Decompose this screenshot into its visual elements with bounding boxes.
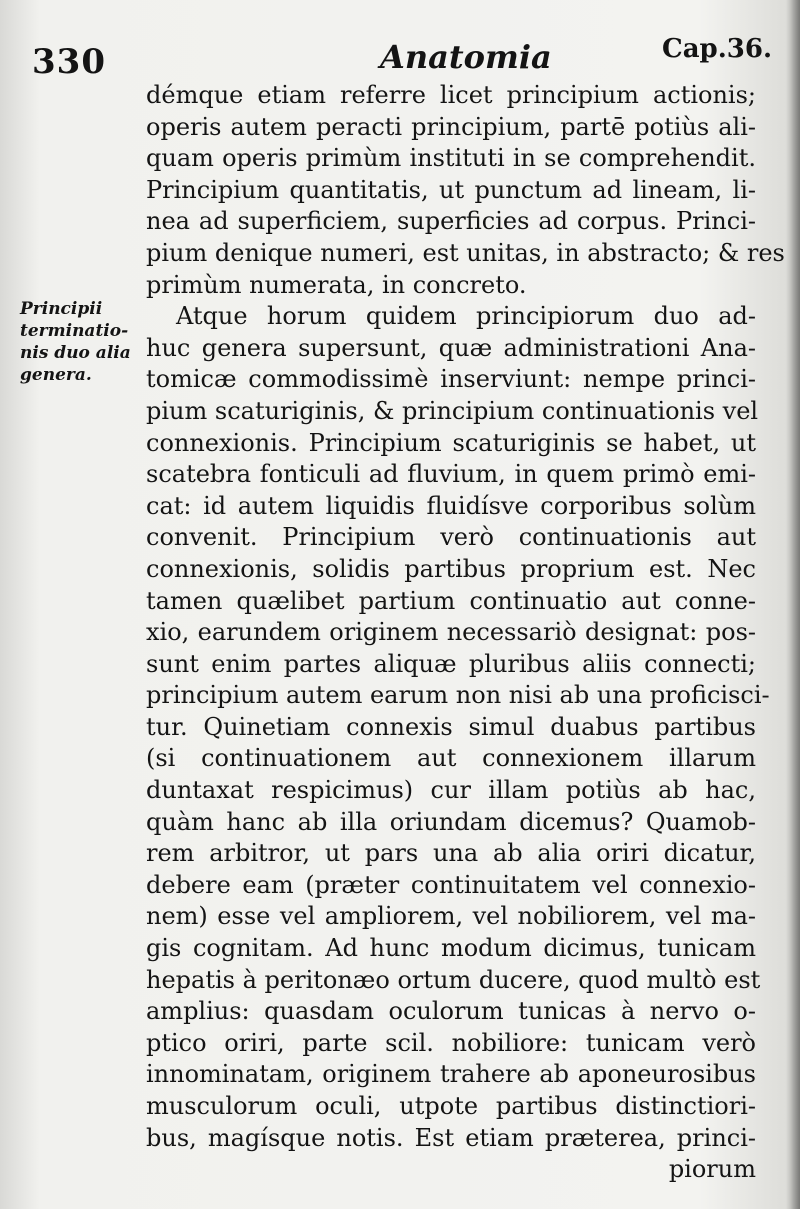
text-line: nem) esse vel ampliorem, vel nobiliorem, vel ma- bbox=[146, 902, 756, 931]
text-line: operis autem peracti principium, partē potiùs ali- bbox=[146, 112, 756, 141]
text-line: scatebra fonticuli ad fluvium, in quem primò emi- bbox=[146, 460, 756, 489]
text-line: piorum bbox=[668, 1155, 756, 1184]
text-line: démque etiam referre licet principium actionis; bbox=[146, 81, 756, 109]
text-line: huc genera supersunt, quæ administrationi Ana- bbox=[146, 333, 756, 362]
text-line: duntaxat respicimus) cur illam potiùs ab hac, bbox=[146, 776, 756, 805]
text-line: debere eam (præter continuitatem vel connexio- bbox=[146, 870, 756, 899]
text-line: connexionis, solidis partibus proprium est. Nec bbox=[146, 554, 756, 583]
text-line: pium denique numeri, est unitas, in abstracto; & res bbox=[146, 238, 785, 267]
page-header bbox=[0, 28, 800, 88]
text-line: (si continuationem aut connexionem illarum bbox=[146, 744, 756, 773]
text-line: musculorum oculi, utpote partibus distinctiori- bbox=[146, 1092, 756, 1120]
margin-note-line: nis duo alia bbox=[20, 343, 131, 363]
text-line: quàm hanc ab illa oriundam dicemus? Quamob- bbox=[146, 807, 756, 836]
margin-note-line: Principii bbox=[20, 299, 103, 319]
main-text bbox=[146, 80, 785, 1186]
text-line: gis cognitam. Ad hunc modum dicimus, tunicam bbox=[146, 934, 756, 963]
text-line: convenit. Principium verò continuationis aut bbox=[146, 523, 756, 552]
page-edge-shadow bbox=[786, 0, 800, 1209]
running-title: Anatomia bbox=[380, 38, 552, 76]
text-line: cat: id autem liquidis fluidísve corporibus solùm bbox=[146, 491, 756, 520]
page-number: 330 bbox=[32, 42, 106, 82]
text-line: sunt enim partes aliquæ pluribus aliis connecti; bbox=[146, 649, 756, 678]
text-line: quam operis primùm instituti in se comprehendit. bbox=[146, 144, 756, 173]
text-line: xio, earundem originem necessariò designat: pos- bbox=[146, 618, 756, 647]
text-line: ptico oriri, parte scil. nobiliore: tunicam verò bbox=[146, 1028, 756, 1057]
text-line: innominatam, originem trahere ab aponeurosibus bbox=[146, 1060, 756, 1089]
margin-note-line: genera. bbox=[20, 365, 92, 385]
text-line: connexionis. Principium scaturiginis se habet, ut bbox=[146, 428, 756, 457]
margin-note bbox=[20, 298, 132, 386]
text-line: tamen quælibet partium continuatio aut conne- bbox=[146, 586, 756, 615]
text-line: rem arbitror, ut pars una ab alia oriri dicatur, bbox=[146, 839, 756, 868]
margin-note-line: terminatio- bbox=[20, 321, 129, 341]
text-line: primùm numerata, in concreto. bbox=[146, 270, 527, 299]
text-line: pium scaturiginis, & principium continuationis vel bbox=[146, 396, 759, 425]
chapter-label: Cap.36. bbox=[662, 34, 773, 64]
text-line: tomicæ commodissimè inserviunt: nempe princi- bbox=[146, 365, 756, 394]
text-line: Principium quantitatis, ut punctum ad lineam, li- bbox=[146, 175, 756, 204]
text-line: bus, magísque notis. Est etiam præterea, princi- bbox=[146, 1123, 756, 1152]
text-line: principium autem earum non nisi ab una proficisci- bbox=[146, 681, 770, 710]
text-line: amplius: quasdam oculorum tunicas à nervo o- bbox=[146, 997, 756, 1026]
text-line: nea ad superficiem, superficies ad corpus. Princi- bbox=[146, 207, 756, 236]
text-line: tur. Quinetiam connexis simul duabus partibus bbox=[146, 712, 756, 741]
text-line: hepatis à peritonæo ortum ducere, quod multò est bbox=[146, 965, 761, 994]
text-line: Atque horum quidem principiorum duo ad- bbox=[176, 302, 756, 331]
